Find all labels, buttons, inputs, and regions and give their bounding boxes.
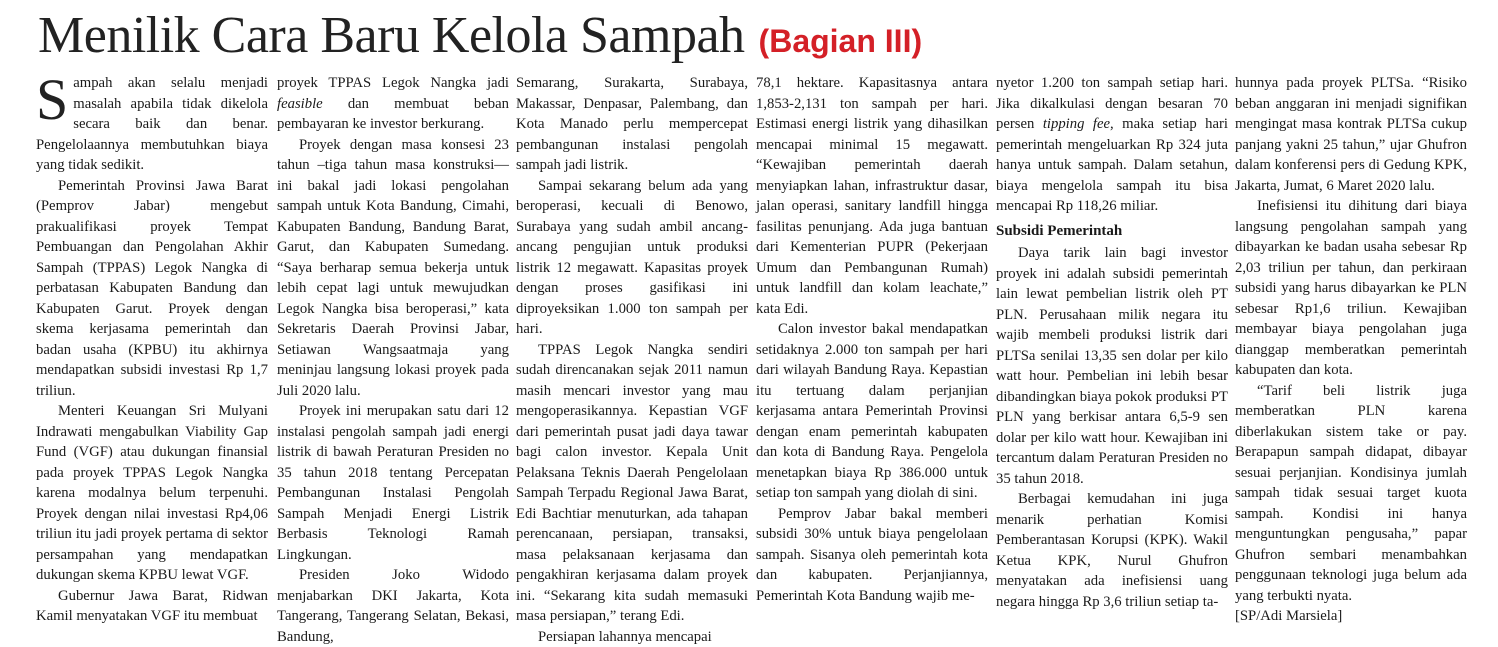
paragraph: Inefisiensi itu dihitung dari biaya langsung pengolahan sampah yang dibayarkan ke badan usaha sebesar Rp 2,03 triliun per tahun, dan perkiraan subsidi yang harus dibayarkan ke PLN sebesar Rp1,6 triliun. Kewajiban membayar biaya pengolahan juga dianggap memberatkan pemerintah kabupaten dan kota. <box>1235 196 1467 381</box>
text-column-6 <box>1235 73 1467 593</box>
paragraph-text: ampah akan selalu menjadi masalah apabila tidak dikelola secara baik dan benar. Pengelolaannya membutuhkan biaya yang tidak sedikit. <box>36 75 268 173</box>
paragraph: Presiden Joko Widodo menjabarkan DKI Jakarta, Kota Tangerang, Tangerang Selatan, Bekasi, Bandung, <box>277 565 509 647</box>
paragraph: TPPAS Legok Nangka sendiri sudah direncanakan sejak 2011 namun masih mencari investor yang mau mengoperasikannya. Kepastian VGF dari pemerintah pusat jadi daya tawar bagi calon investor. Kepala Unit Pelaksana Teknis Daerah Pengelolaan Sampah Terpadu Regional Jawa Barat, Edi Bachtiar menuturkan, ada tahapan perencanaan, persiapan, transaksi, masa pelaksanaan kerjasama dan pengakhiran kerjasama dalam proyek ini. “Sekarang kita sudah memasuki masa persiapan,” terang Edi. <box>516 340 748 627</box>
text-column-1 <box>36 73 268 593</box>
paragraph: Berbagai kemudahan ini juga menarik perhatian Komisi Pemberantasan Korupsi (KPK). Wakil Ketua KPK, Nurul Ghufron menyatakan ada inefisiensi uang negara hingga Rp 3,6 triliun setiap ta- <box>996 489 1228 612</box>
paragraph-text: , maka setiap hari pemerintah mengeluarkan Rp 324 juta hanya untuk sampah. Dalam setahun, biaya mengelola sampah itu bisa mencapai Rp 118,26 miliar. <box>996 116 1228 214</box>
paragraph-text: dan membuat beban pembayaran ke investor berkurang. <box>277 96 509 133</box>
headline-text: Menilik Cara Baru Kelola Sampah <box>38 7 745 64</box>
paragraph: Calon investor bakal mendapatkan setidaknya 2.000 ton sampah per hari dari wilayah Bandung Raya. Kepastian itu tertuang dalam perjanjian kerjasama antara Pemerintah Provinsi dengan enam pemerintah kabupaten dan kota di Bandung Raya. Pengelola menetapkan biaya Rp 386.000 untuk setiap ton sampah yang diolah di sini. <box>756 319 988 504</box>
drop-cap: S <box>36 77 68 123</box>
paragraph: Proyek dengan masa konsesi 23 tahun –tiga tahun masa konstruksi— ini bakal jadi lokasi pengolahan sampah untuk Kota Bandung, Cimahi, Kabupaten Bandung, Bandung Barat, Garut, dan Kabupaten Sumedang. “Saya berharap semua bekerja untuk lebih cepat lagi untuk mewujudkan Legok Nangka bisa beroperasi,” kata Sekretaris Daerah Provinsi Jabar, Setiawan Wangsaatmaja yang meninjau langsung lokasi proyek pada Juli 2020 lalu. <box>277 135 509 402</box>
paragraph: Daya tarik lain bagi investor proyek ini adalah subsidi pemerintah lain lewat pembelian listrik oleh PT PLN. Perusahaan milik negara itu wajib membeli produksi listrik dari PLTSa senilai 13,35 sen dolar per kilo watt hour. Pembelian ini lebih besar dibandingkan biaya pokok produksi PT PLN yang berkisar antara 6,5-9 sen dolar per kilo watt hour. Kewajiban ini tercantum dalam Peraturan Presiden no 35 tahun 2018. <box>996 243 1228 489</box>
section-heading: Subsidi Pemerintah <box>996 221 1228 242</box>
text-column-2 <box>277 73 509 593</box>
paragraph: Pemprov Jabar bakal memberi subsidi 30% untuk biaya pengelolaan sampah. Sisanya oleh pemerintah kota dan kabupaten. Perjanjiannya, Pemerintah Kota Bandung wajib me- <box>756 504 988 607</box>
paragraph: Pemerintah Provinsi Jawa Barat (Pemprov Jabar) mengebut prakualifikasi proyek Tempat Pembuangan dan Pengolahan Akhir Sampah (TPPAS) Legok Nangka di perbatasan Kabupaten Bandung dan Kabupaten Garut. Proyek dengan skema kerjasama pemerintah dan badan usaha (KPBU) itu akhirnya mendapatkan subsidi investasi Rp 1,7 triliun. <box>36 176 268 402</box>
paragraph: Semarang, Surakarta, Surabaya, Makassar, Denpasar, Palembang, dan Kota Manado perlu mempercepat pembangunan instalasi pengolah sampah jadi listrik. <box>516 73 748 176</box>
text-column-3 <box>516 73 748 593</box>
paragraph: Proyek ini merupakan satu dari 12 instalasi pengolah sampah jadi energi listrik di bawah Peraturan Presiden no 35 tahun 2018 tentang Percepatan Pembangunan Instalasi Pengolah Sampah Menjadi Energi Listrik Berbasis Teknologi Ramah Lingkungan. <box>277 401 509 565</box>
paragraph: Menteri Keuangan Sri Mulyani Indrawati mengabulkan Viability Gap Fund (VGF) atau dukungan finansial pada proyek TPPAS Legok Nangka karena modalnya belum terpenuhi. Proyek dengan nilai investasi Rp4,06 triliun itu jadi proyek pertama di sektor persampahan yang mendapatkan dukungan skema KPBU lewat VGF. <box>36 401 268 586</box>
paragraph-text: proyek TPPAS Legok Nangka jadi <box>277 75 509 91</box>
text-column-4 <box>756 73 988 593</box>
paragraph: Sampai sekarang belum ada yang beroperasi, kecuali di Benowo, Surabaya yang sudah ambil ancang-ancang pengujian untuk produksi listrik 12 megawatt. Kapasitas proyek dengan proses gasifikasi ini diproyeksikan 1.000 ton sampah per hari. <box>516 176 748 340</box>
paragraph: “Tarif beli listrik juga memberatkan PLN karena diberlakukan sistem take or pay. Berapapun sampah didapat, dibayar sesuai perjanjian. Kondisinya jumlah sampah tidak sesuai target kuota sampah. Kondisi ini hanya menguntungkan pengusaha,” papar Ghufron sembari menambahkan penggunaan teknologi juga belum ada yang terbukti nyata. <box>1235 381 1467 607</box>
text-column-5 <box>996 73 1228 593</box>
italic-term: tipping fee <box>1043 116 1110 132</box>
paragraph: Gubernur Jawa Barat, Ridwan Kamil menyatakan VGF itu membuat <box>36 586 268 627</box>
article-headline <box>38 4 922 73</box>
paragraph-text: nyetor 1.200 ton sampah setiap hari. Jika dikalkulasi dengan besaran 70 persen <box>996 75 1228 132</box>
paragraph: hunnya pada proyek PLTSa. “Risiko beban anggaran ini menjadi signifikan mengingat masa kontrak PLTSa cukup panjang yakni 25 tahun,” ujar Ghufron dalam konferensi pers di Gedung KPK, Jakarta, Jumat, 6 Maret 2020 lalu. <box>1235 73 1467 196</box>
paragraph <box>996 73 1228 217</box>
byline: [SP/Adi Marsiela] <box>1235 606 1467 627</box>
paragraph <box>277 73 509 135</box>
paragraph: 78,1 hektare. Kapasitasnya antara 1,853-2,131 ton sampah per hari. Estimasi energi listrik yang dihasilkan mencapai minimal 15 megawatt. “Kewajiban pemerintah daerah menyiapkan lahan, infrastruktur dasar, jalan operasi, sanitary landfill hingga fasilitas penunjang. Ada juga bantuan dari Kementerian PUPR (Pekerjaan Umum dan Pembangunan Rumah) untuk landfill dan kolam leachate,” kata Edi. <box>756 73 988 319</box>
headline-part-label: (Bagian III) <box>759 23 923 59</box>
paragraph <box>36 73 268 176</box>
italic-term: feasible <box>277 96 323 112</box>
paragraph: Persiapan lahannya mencapai <box>516 627 748 647</box>
